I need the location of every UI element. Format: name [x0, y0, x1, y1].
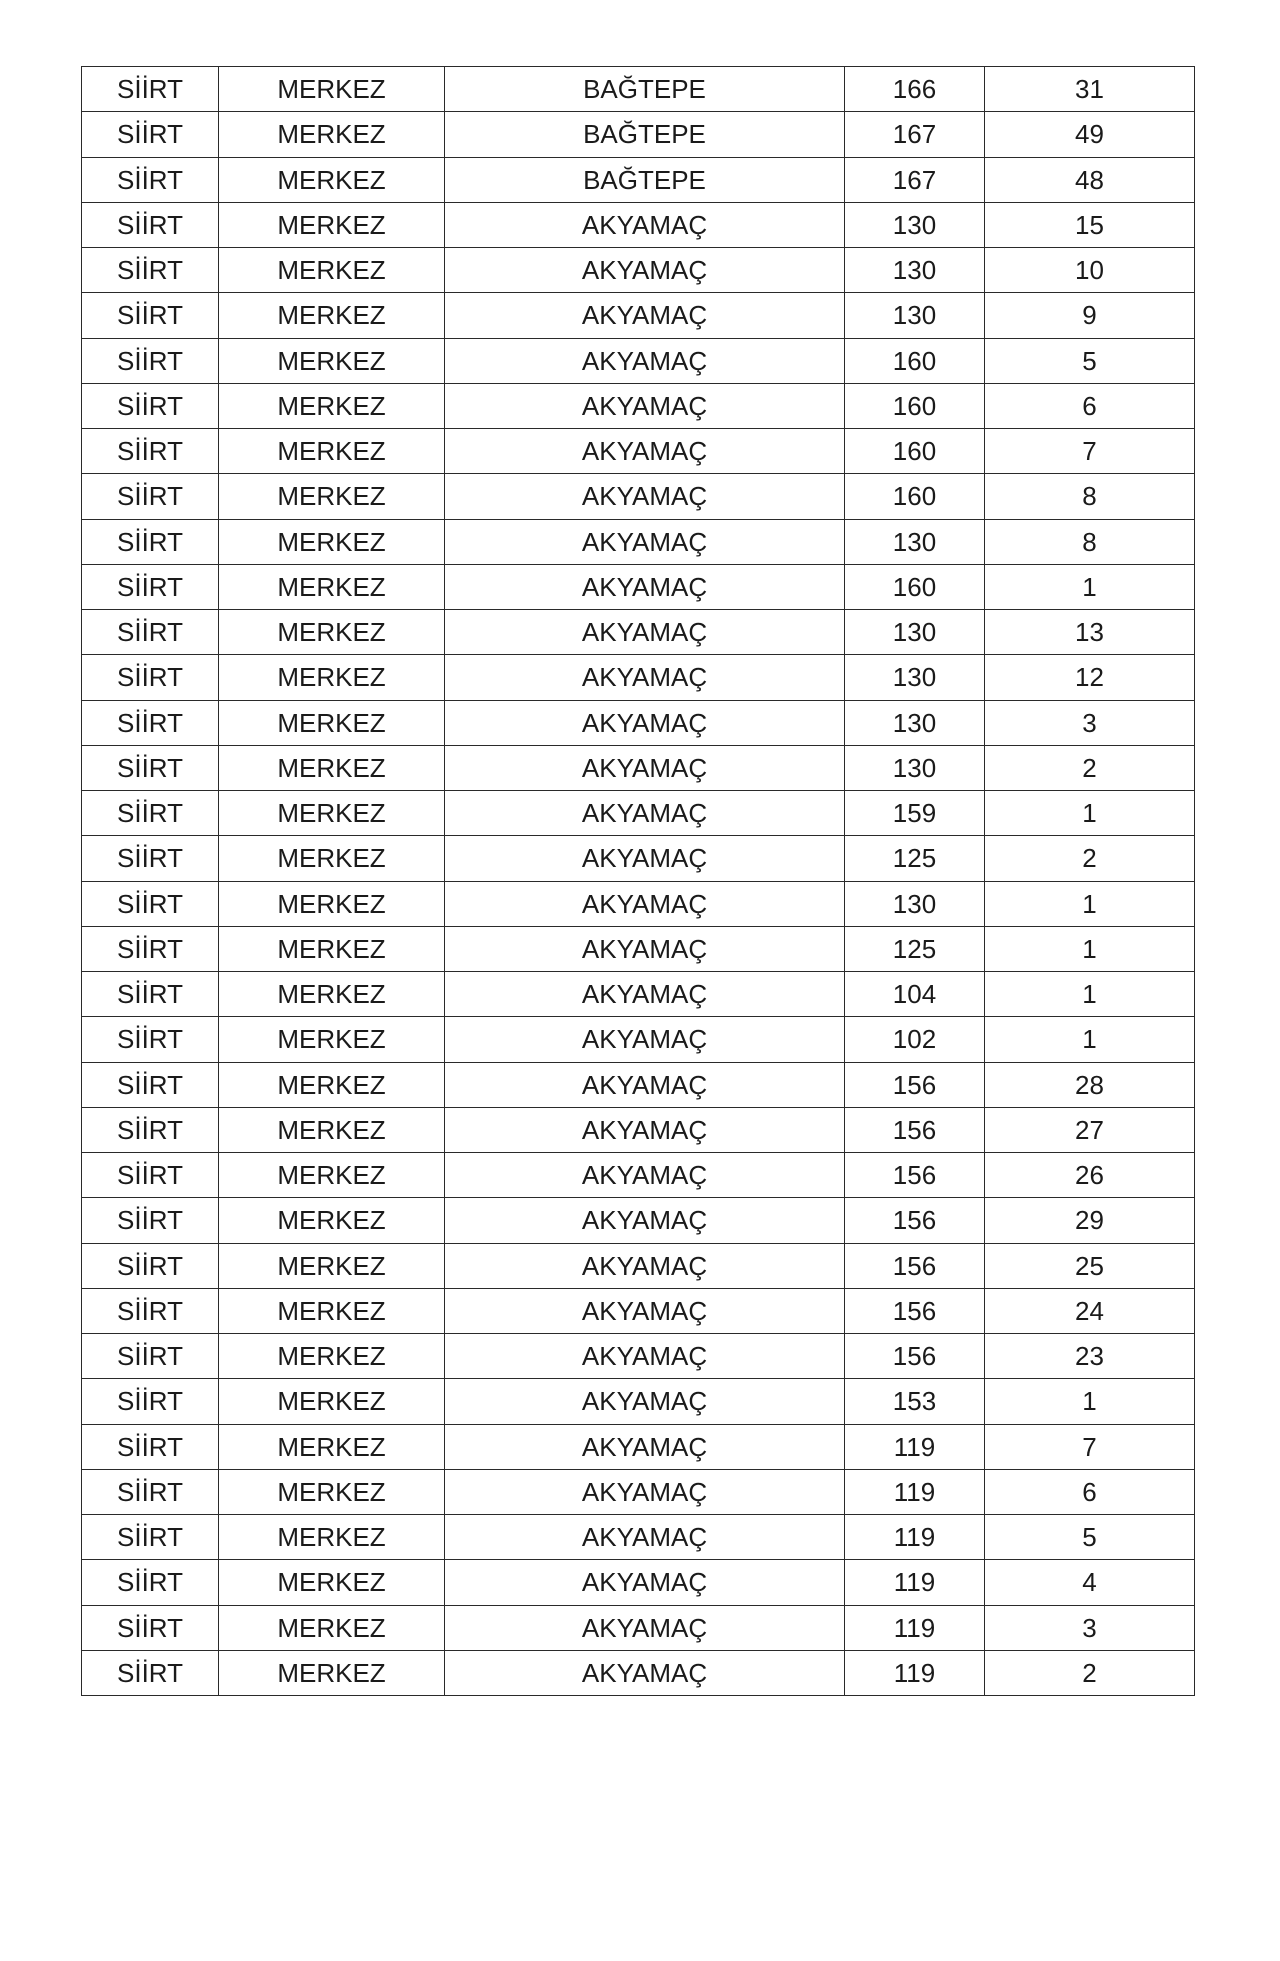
province-cell: SİİRT: [82, 836, 219, 881]
district-cell: MERKEZ: [219, 1243, 445, 1288]
table-row: [82, 836, 1195, 881]
province-cell: SİİRT: [82, 1017, 219, 1062]
neighborhood-cell: AKYAMAÇ: [445, 383, 845, 428]
block-cell: 156: [845, 1198, 985, 1243]
block-cell: 119: [845, 1424, 985, 1469]
district-cell: MERKEZ: [219, 745, 445, 790]
neighborhood-cell: AKYAMAÇ: [445, 1334, 845, 1379]
neighborhood-cell: AKYAMAÇ: [445, 1153, 845, 1198]
province-cell: SİİRT: [82, 157, 219, 202]
district-cell: MERKEZ: [219, 926, 445, 971]
block-cell: 153: [845, 1379, 985, 1424]
parcel-cell: 1: [985, 1379, 1195, 1424]
table-row: [82, 202, 1195, 247]
province-cell: SİİRT: [82, 1515, 219, 1560]
province-cell: SİİRT: [82, 745, 219, 790]
district-cell: MERKEZ: [219, 1424, 445, 1469]
table-row: [82, 1153, 1195, 1198]
province-cell: SİİRT: [82, 791, 219, 836]
block-cell: 160: [845, 383, 985, 428]
neighborhood-cell: AKYAMAÇ: [445, 791, 845, 836]
table-row: [82, 700, 1195, 745]
province-cell: SİİRT: [82, 972, 219, 1017]
table-row: [82, 1605, 1195, 1650]
province-cell: SİİRT: [82, 1107, 219, 1152]
district-cell: MERKEZ: [219, 1650, 445, 1695]
district-cell: MERKEZ: [219, 836, 445, 881]
table-row: [82, 1107, 1195, 1152]
province-cell: SİİRT: [82, 1334, 219, 1379]
block-cell: 160: [845, 564, 985, 609]
block-cell: 119: [845, 1650, 985, 1695]
province-cell: SİİRT: [82, 1379, 219, 1424]
province-cell: SİİRT: [82, 1424, 219, 1469]
table-row: [82, 248, 1195, 293]
province-cell: SİİRT: [82, 1469, 219, 1514]
neighborhood-cell: AKYAMAÇ: [445, 248, 845, 293]
table-row: [82, 1288, 1195, 1333]
block-cell: 160: [845, 429, 985, 474]
province-cell: SİİRT: [82, 338, 219, 383]
table-row: [82, 1334, 1195, 1379]
block-cell: 125: [845, 926, 985, 971]
district-cell: MERKEZ: [219, 1469, 445, 1514]
parcel-cell: 31: [985, 67, 1195, 112]
province-cell: SİİRT: [82, 1198, 219, 1243]
table-row: [82, 655, 1195, 700]
district-cell: MERKEZ: [219, 972, 445, 1017]
block-cell: 156: [845, 1107, 985, 1152]
province-cell: SİİRT: [82, 202, 219, 247]
neighborhood-cell: AKYAMAÇ: [445, 1198, 845, 1243]
parcel-cell: 7: [985, 429, 1195, 474]
parcel-table-body: [82, 67, 1195, 1696]
district-cell: MERKEZ: [219, 1605, 445, 1650]
table-row: [82, 1650, 1195, 1695]
neighborhood-cell: AKYAMAÇ: [445, 474, 845, 519]
neighborhood-cell: BAĞTEPE: [445, 157, 845, 202]
district-cell: MERKEZ: [219, 383, 445, 428]
table-row: [82, 791, 1195, 836]
district-cell: MERKEZ: [219, 564, 445, 609]
district-cell: MERKEZ: [219, 1198, 445, 1243]
table-row: [82, 112, 1195, 157]
neighborhood-cell: AKYAMAÇ: [445, 881, 845, 926]
neighborhood-cell: AKYAMAÇ: [445, 1469, 845, 1514]
block-cell: 119: [845, 1560, 985, 1605]
block-cell: 130: [845, 293, 985, 338]
block-cell: 130: [845, 881, 985, 926]
table-row: [82, 338, 1195, 383]
province-cell: SİİRT: [82, 429, 219, 474]
district-cell: MERKEZ: [219, 791, 445, 836]
province-cell: SİİRT: [82, 248, 219, 293]
block-cell: 167: [845, 112, 985, 157]
parcel-cell: 1: [985, 1017, 1195, 1062]
district-cell: MERKEZ: [219, 248, 445, 293]
table-row: [82, 1560, 1195, 1605]
table-row: [82, 519, 1195, 564]
neighborhood-cell: AKYAMAÇ: [445, 429, 845, 474]
parcel-cell: 1: [985, 564, 1195, 609]
parcel-cell: 1: [985, 791, 1195, 836]
district-cell: MERKEZ: [219, 429, 445, 474]
neighborhood-cell: AKYAMAÇ: [445, 1605, 845, 1650]
neighborhood-cell: AKYAMAÇ: [445, 610, 845, 655]
province-cell: SİİRT: [82, 564, 219, 609]
block-cell: 119: [845, 1469, 985, 1514]
neighborhood-cell: AKYAMAÇ: [445, 202, 845, 247]
table-row: [82, 564, 1195, 609]
table-row: [82, 1469, 1195, 1514]
district-cell: MERKEZ: [219, 1153, 445, 1198]
province-cell: SİİRT: [82, 1243, 219, 1288]
neighborhood-cell: AKYAMAÇ: [445, 1424, 845, 1469]
parcel-cell: 12: [985, 655, 1195, 700]
province-cell: SİİRT: [82, 112, 219, 157]
province-cell: SİİRT: [82, 700, 219, 745]
province-cell: SİİRT: [82, 610, 219, 655]
district-cell: MERKEZ: [219, 112, 445, 157]
block-cell: 156: [845, 1288, 985, 1333]
block-cell: 159: [845, 791, 985, 836]
parcel-cell: 1: [985, 926, 1195, 971]
neighborhood-cell: AKYAMAÇ: [445, 564, 845, 609]
province-cell: SİİRT: [82, 1062, 219, 1107]
neighborhood-cell: AKYAMAÇ: [445, 1062, 845, 1107]
table-row: [82, 67, 1195, 112]
district-cell: MERKEZ: [219, 474, 445, 519]
block-cell: 102: [845, 1017, 985, 1062]
parcel-cell: 6: [985, 383, 1195, 428]
district-cell: MERKEZ: [219, 1062, 445, 1107]
block-cell: 156: [845, 1334, 985, 1379]
table-row: [82, 1198, 1195, 1243]
parcel-cell: 24: [985, 1288, 1195, 1333]
parcel-cell: 25: [985, 1243, 1195, 1288]
parcel-cell: 26: [985, 1153, 1195, 1198]
district-cell: MERKEZ: [219, 1515, 445, 1560]
province-cell: SİİRT: [82, 881, 219, 926]
province-cell: SİİRT: [82, 926, 219, 971]
neighborhood-cell: AKYAMAÇ: [445, 1243, 845, 1288]
parcel-cell: 2: [985, 836, 1195, 881]
parcel-cell: 1: [985, 881, 1195, 926]
province-cell: SİİRT: [82, 67, 219, 112]
province-cell: SİİRT: [82, 474, 219, 519]
block-cell: 156: [845, 1153, 985, 1198]
block-cell: 160: [845, 338, 985, 383]
table-row: [82, 926, 1195, 971]
neighborhood-cell: AKYAMAÇ: [445, 1107, 845, 1152]
neighborhood-cell: AKYAMAÇ: [445, 338, 845, 383]
neighborhood-cell: AKYAMAÇ: [445, 836, 845, 881]
table-row: [82, 157, 1195, 202]
province-cell: SİİRT: [82, 1560, 219, 1605]
district-cell: MERKEZ: [219, 338, 445, 383]
block-cell: 130: [845, 248, 985, 293]
district-cell: MERKEZ: [219, 1560, 445, 1605]
block-cell: 130: [845, 202, 985, 247]
district-cell: MERKEZ: [219, 519, 445, 564]
table-row: [82, 1243, 1195, 1288]
neighborhood-cell: AKYAMAÇ: [445, 926, 845, 971]
province-cell: SİİRT: [82, 519, 219, 564]
district-cell: MERKEZ: [219, 1288, 445, 1333]
neighborhood-cell: AKYAMAÇ: [445, 1017, 845, 1062]
district-cell: MERKEZ: [219, 700, 445, 745]
block-cell: 166: [845, 67, 985, 112]
province-cell: SİİRT: [82, 1288, 219, 1333]
table-row: [82, 1017, 1195, 1062]
neighborhood-cell: AKYAMAÇ: [445, 519, 845, 564]
district-cell: MERKEZ: [219, 67, 445, 112]
district-cell: MERKEZ: [219, 655, 445, 700]
table-row: [82, 1379, 1195, 1424]
block-cell: 130: [845, 655, 985, 700]
province-cell: SİİRT: [82, 383, 219, 428]
parcel-table: [81, 66, 1195, 1696]
block-cell: 125: [845, 836, 985, 881]
block-cell: 130: [845, 745, 985, 790]
parcel-cell: 15: [985, 202, 1195, 247]
block-cell: 130: [845, 519, 985, 564]
parcel-cell: 23: [985, 1334, 1195, 1379]
block-cell: 130: [845, 610, 985, 655]
table-row: [82, 1424, 1195, 1469]
district-cell: MERKEZ: [219, 1334, 445, 1379]
parcel-cell: 8: [985, 474, 1195, 519]
neighborhood-cell: AKYAMAÇ: [445, 972, 845, 1017]
parcel-cell: 8: [985, 519, 1195, 564]
parcel-cell: 29: [985, 1198, 1195, 1243]
parcel-cell: 2: [985, 1650, 1195, 1695]
parcel-cell: 27: [985, 1107, 1195, 1152]
district-cell: MERKEZ: [219, 1017, 445, 1062]
neighborhood-cell: AKYAMAÇ: [445, 655, 845, 700]
parcel-cell: 9: [985, 293, 1195, 338]
table-row: [82, 881, 1195, 926]
table-row: [82, 1062, 1195, 1107]
table-row: [82, 745, 1195, 790]
province-cell: SİİRT: [82, 1650, 219, 1695]
table-row: [82, 293, 1195, 338]
parcel-cell: 3: [985, 1605, 1195, 1650]
neighborhood-cell: AKYAMAÇ: [445, 700, 845, 745]
parcel-cell: 1: [985, 972, 1195, 1017]
table-row: [82, 1515, 1195, 1560]
parcel-cell: 3: [985, 700, 1195, 745]
parcel-cell: 6: [985, 1469, 1195, 1514]
parcel-cell: 28: [985, 1062, 1195, 1107]
table-row: [82, 383, 1195, 428]
parcel-cell: 2: [985, 745, 1195, 790]
district-cell: MERKEZ: [219, 1379, 445, 1424]
province-cell: SİİRT: [82, 655, 219, 700]
district-cell: MERKEZ: [219, 610, 445, 655]
block-cell: 119: [845, 1605, 985, 1650]
block-cell: 104: [845, 972, 985, 1017]
block-cell: 130: [845, 700, 985, 745]
table-row: [82, 610, 1195, 655]
table-row: [82, 474, 1195, 519]
province-cell: SİİRT: [82, 1153, 219, 1198]
parcel-cell: 49: [985, 112, 1195, 157]
neighborhood-cell: AKYAMAÇ: [445, 1288, 845, 1333]
parcel-cell: 13: [985, 610, 1195, 655]
parcel-cell: 4: [985, 1560, 1195, 1605]
parcel-cell: 48: [985, 157, 1195, 202]
neighborhood-cell: AKYAMAÇ: [445, 1560, 845, 1605]
neighborhood-cell: AKYAMAÇ: [445, 1650, 845, 1695]
province-cell: SİİRT: [82, 293, 219, 338]
district-cell: MERKEZ: [219, 1107, 445, 1152]
district-cell: MERKEZ: [219, 157, 445, 202]
neighborhood-cell: BAĞTEPE: [445, 67, 845, 112]
neighborhood-cell: AKYAMAÇ: [445, 745, 845, 790]
neighborhood-cell: AKYAMAÇ: [445, 1515, 845, 1560]
district-cell: MERKEZ: [219, 202, 445, 247]
parcel-cell: 7: [985, 1424, 1195, 1469]
table-row: [82, 972, 1195, 1017]
block-cell: 156: [845, 1243, 985, 1288]
parcel-cell: 10: [985, 248, 1195, 293]
block-cell: 167: [845, 157, 985, 202]
district-cell: MERKEZ: [219, 881, 445, 926]
block-cell: 156: [845, 1062, 985, 1107]
table-row: [82, 429, 1195, 474]
district-cell: MERKEZ: [219, 293, 445, 338]
block-cell: 160: [845, 474, 985, 519]
parcel-cell: 5: [985, 1515, 1195, 1560]
neighborhood-cell: BAĞTEPE: [445, 112, 845, 157]
province-cell: SİİRT: [82, 1605, 219, 1650]
block-cell: 119: [845, 1515, 985, 1560]
parcel-cell: 5: [985, 338, 1195, 383]
neighborhood-cell: AKYAMAÇ: [445, 1379, 845, 1424]
neighborhood-cell: AKYAMAÇ: [445, 293, 845, 338]
